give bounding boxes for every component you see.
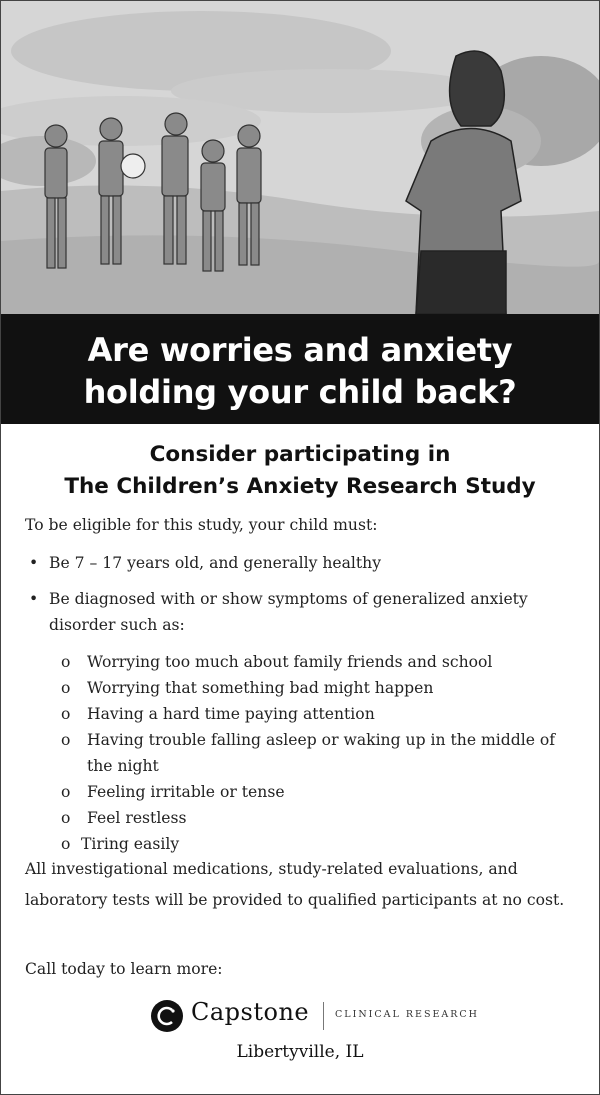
list-item	[61, 779, 571, 805]
circle-bullet-icon: o	[61, 731, 71, 749]
bullet-icon: •	[29, 554, 39, 572]
list-item	[61, 675, 571, 701]
list-item-text: Worrying too much about family friends and school	[87, 653, 493, 671]
location: Libertyville, IL	[236, 1042, 364, 1062]
call-to-action: Call today to learn more:	[25, 960, 223, 978]
list-item-text: Be diagnosed with or show symptoms of generalized anxiety disorder such as:	[49, 590, 528, 634]
list-item-text: Feeling irritable or tense	[87, 783, 285, 801]
list-item-text: Having trouble falling asleep or waking up in the middle of the night	[87, 731, 556, 775]
list-item-text: Feel restless	[87, 809, 187, 827]
circle-bullet-icon: o	[61, 705, 71, 723]
circle-bullet-icon: o	[61, 783, 71, 801]
list-item-text: Worrying that something bad might happen	[87, 679, 434, 697]
list-item	[25, 586, 585, 638]
content-area	[1, 424, 599, 1062]
eligibility-intro: To be eligible for this study, your child must:	[25, 516, 378, 534]
circle-bullet-icon: o	[61, 653, 71, 671]
logo-subtitle: CLINICAL RESEARCH	[335, 1009, 479, 1020]
bullet-icon: •	[29, 590, 39, 608]
list-item	[61, 727, 571, 779]
list-item	[25, 550, 585, 576]
list-item-text: Tiring easily	[81, 835, 180, 853]
subheadline-line-2: The Children’s Anxiety Research Study	[64, 474, 536, 499]
list-item	[61, 649, 571, 675]
eligibility-list	[25, 550, 585, 648]
logo-divider	[323, 1002, 324, 1030]
headline-banner	[1, 314, 599, 424]
list-item	[61, 701, 571, 727]
circle-bullet-icon: o	[61, 679, 71, 697]
list-item-text: Having a hard time paying attention	[87, 705, 375, 723]
subheadline-line-1: Consider participating in	[149, 442, 451, 467]
circle-bullet-icon: o	[61, 835, 71, 853]
capstone-logo	[151, 998, 491, 1034]
symptom-list	[61, 649, 571, 857]
headline-line-2: holding your child back?	[83, 373, 517, 411]
list-item-text: Be 7 – 17 years old, and generally healthy	[49, 554, 382, 572]
illustration-children-playing	[1, 1, 599, 314]
circle-bullet-icon: o	[61, 809, 71, 827]
cost-statement: All investigational medications, study-related evaluations, and laboratory tests will be provided to qualified participants at no cost.	[25, 860, 565, 909]
list-item	[61, 805, 571, 831]
subheadline	[1, 439, 599, 503]
capstone-c-icon	[151, 1000, 183, 1032]
headline-line-1: Are worries and anxiety	[87, 331, 513, 369]
logo-wordmark: Capstone	[191, 998, 310, 1026]
